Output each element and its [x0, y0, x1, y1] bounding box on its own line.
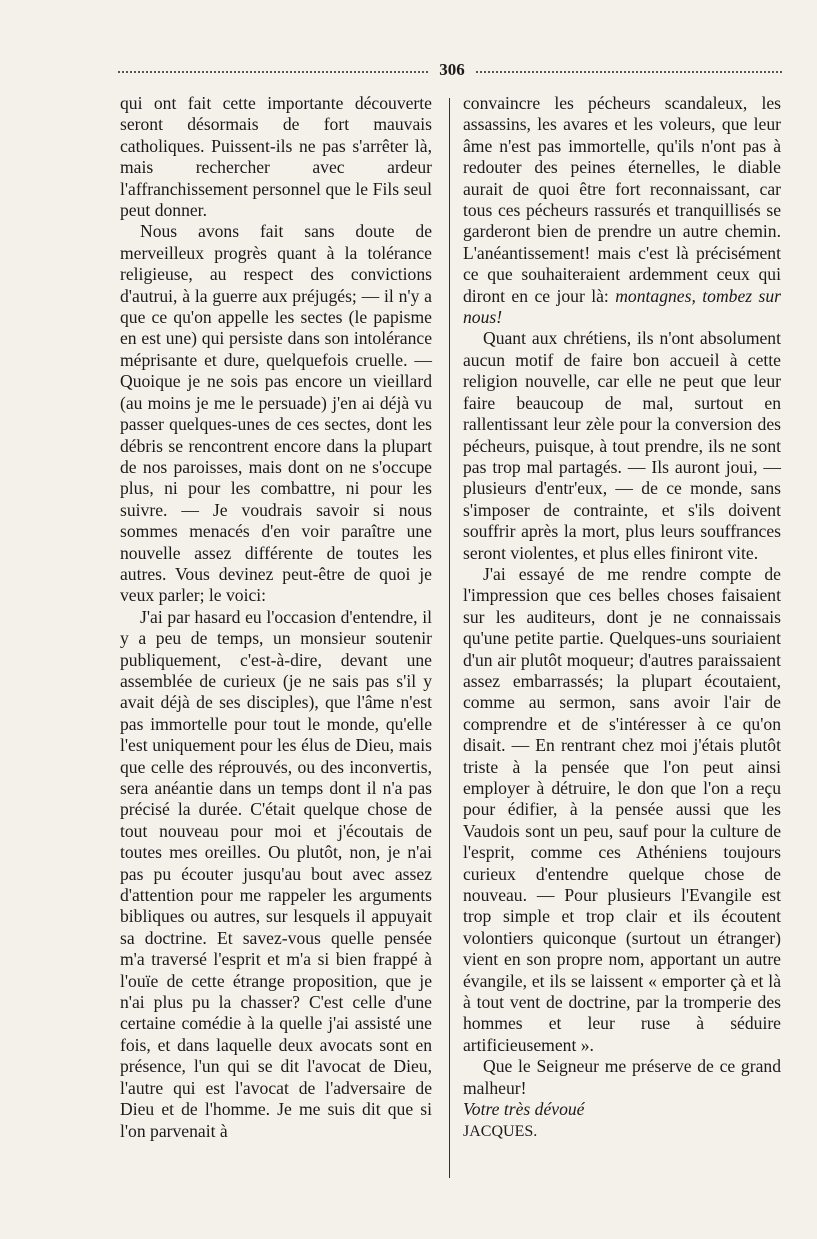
right-paragraph-1-quote: montagnes, tombez sur nous! — [463, 285, 781, 328]
right-paragraph-4: Que le Seigneur me préserve de ce grand malheur! — [463, 1056, 781, 1098]
right-paragraph-1-text: convaincre les pécheurs scandaleux, les assassins, les avares et les voleurs, que leur âme n'est pas immortelle, qu'ils n'ont pas à redouter des peines éternelles, le diable aurait de quoi être fort reconnaissant, car tous ces pécheurs rassurés et tranquillisés se garderont bien de prendre un autre chemin. L'anéantissement! mais c'est là précisément ce que souhaiteraient ardemment ceux qui diront en ce jour là: — [463, 93, 781, 306]
page-header — [118, 60, 782, 84]
header-rule-right — [476, 71, 782, 73]
page-number: 306 — [439, 60, 465, 79]
right-column — [463, 93, 781, 1142]
left-paragraph-1: qui ont fait cette importante découverte seront désormais de fort mauvais catholiques. Puissent-ils ne pas s'arrêter là, mais rechercher avec ardeur l'affranchissement personnel que le Fils seul peut donner. — [120, 93, 432, 221]
left-column — [120, 93, 432, 1142]
left-paragraph-3: J'ai par hasard eu l'occasion d'entendre, il y a peu de temps, un monsieur soutenir publiquement, c'est-à-dire, devant une assemblée de curieux (je ne sais pas s'il y avait déjà de ses disciples), que l'âme n'est pas immortelle pour tout le monde, qu'elle l'est uniquement pour les élus de Dieu, mais que celle des réprouvés, ou des inconvertis, sera anéantie dans un temps dont il n'a pas précisé la durée. C'était quelque chose de tout nouveau pour moi et j'écoutais de toutes mes oreilles. Ou plutôt, non, je n'ai pas pu écouter jusqu'au bout avec assez d'attention pour me rappeler les arguments bibliques ou autres, sur lesquels il appuyait sa doctrine. Et savez-vous quelle pensée m'a traversé l'esprit et m'a si bien frappé à l'ouïe de cette étrange proposition, que je n'ai plus pu la chasser? C'est celle d'une certaine comédie à la quelle j'ai assisté une fois, et dans laquelle deux avocats sont en présence, l'un qui se dit l'avocat de Dieu, l'autre qui est l'avocat de l'adversaire de Dieu et de l'homme. Je me suis dit que si l'on parvenait à — [120, 606, 432, 1141]
signature: JACQUES. — [463, 1122, 538, 1140]
left-paragraph-2: Nous avons fait sans doute de merveilleux progrès quant à la tolérance religieuse, au respect des convictions d'autrui, à la guerre aux préjugés; — il n'y a que ce qu'on appelle les sectes (le papisme en est une) qui persiste dans son intolérance méprisante et dure, quelquefois cruelle. — Quoique je ne sois pas encore un vieillard (au moins je me le persuade) j'en ai déjà vu passer quelques-unes de ces sectes, dont les débris se rencontrent encore dans la plupart de nos paroisses, mais dont on ne s'occupe plus, ni pour les combattre, ni pour les suivre. — Je voudrais savoir si nous sommes menacés d'en voir paraître une nouvelle assez différente de toutes les autres. Vous devinez peut-être de quoi je veux parler; le voici: — [120, 221, 432, 606]
column-divider — [449, 98, 450, 1178]
right-paragraph-2: Quant aux chrétiens, ils n'ont absolument aucun motif de faire bon accueil à cette religion nouvelle, car elle ne peut que leur faire beaucoup de mal, surtout en rallentissant leur zèle pour la conversion des pécheurs, puisque, à tout prendre, ils ne sont pas trop mal partagés. — Ils auront joui, — plusieurs d'entr'eux, — de ce monde, sans s'imposer de contrainte, et s'ils doivent souffrir après la mort, plus leurs souffrances seront violentes, et plus elles finiront vite. — [463, 328, 781, 563]
right-paragraph-1 — [463, 93, 781, 328]
closing-line: Votre très dévoué — [463, 1099, 585, 1120]
header-rule-left — [118, 71, 428, 73]
right-paragraph-3: J'ai essayé de me rendre compte de l'impression que ces belles choses faisaient sur les auditeurs, dont je ne connaissais qu'une petite partie. Quelques-uns souriaient d'un air plutôt moqueur; d'autres paraissaient assez embarrassés; la plupart écoutaient, comme au sermon, sans avoir l'air de comprendre et de s'intéresser à ce qu'on disait. — En rentrant chez moi j'étais plutôt triste à la pensée que l'on peut ainsi employer à détruire, le don que l'on a reçu pour édifier, à la pensée aussi que les Vaudois sont un peu, sauf pour la culture de l'esprit, comme ces Athéniens toujours curieux d'entendre quelque chose de nouveau. — Pour plusieurs l'Evangile est trop simple et trop clair et ils écoutent volontiers quiconque (surtout un étranger) vient en son propre nom, apportant un autre évangile, et ils se laissent « emporter çà et là à tout vent de doctrine, par la tromperie des hommes et leur ruse à séduire artificieusement ». — [463, 563, 781, 1055]
